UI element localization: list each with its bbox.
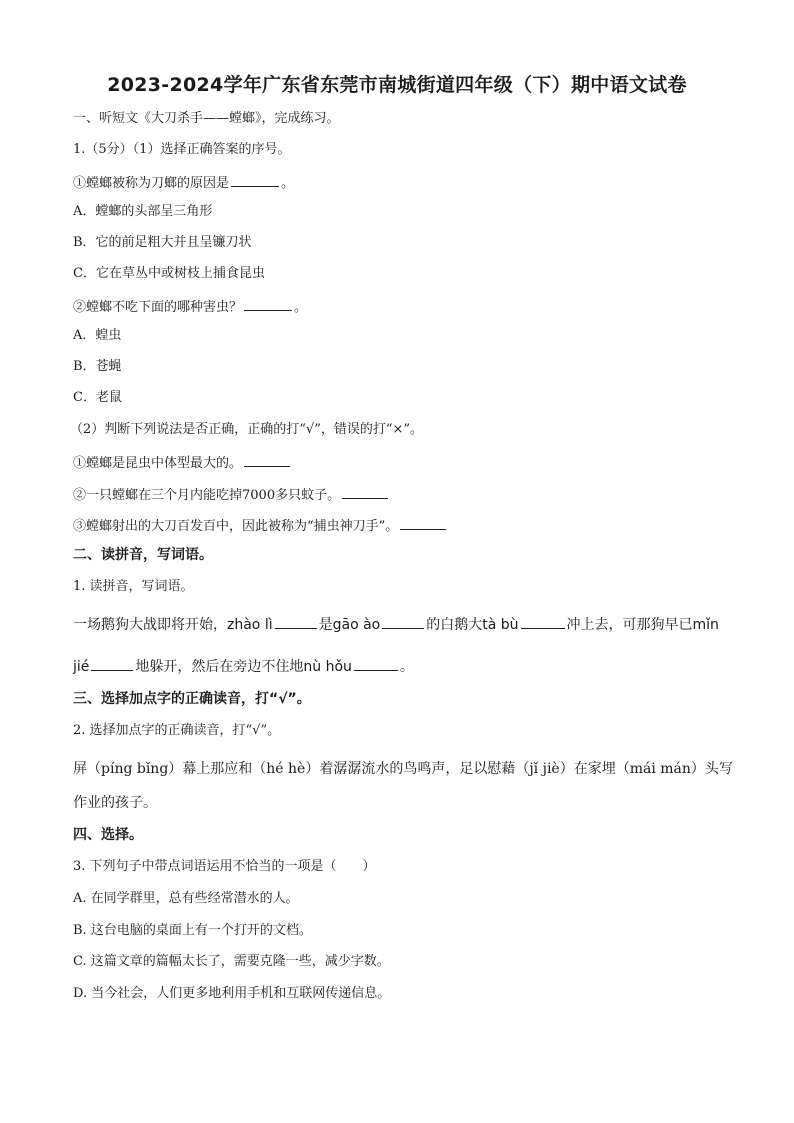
answer-blank[interactable] — [244, 452, 290, 467]
pinyin: gāo ào — [332, 617, 381, 633]
option-b: B．它的前足粗大并且呈镰刀状 — [73, 235, 252, 250]
option-c: C．它在草丛中或树枝上捕食昆虫 — [73, 266, 265, 281]
pinyin: tà bù — [482, 617, 519, 633]
part-2-stem: （2）判断下列说法是否正确，正确的打“√”，错误的打“×”。 — [70, 422, 424, 437]
pinyin-line-2 — [73, 656, 414, 676]
option-b: B. 这台电脑的桌面上有一个打开的文档。 — [73, 923, 312, 938]
judgement-3-text: ③螳螂射出的大刀百发百中，因此被称为“捕虫神刀手”。 — [73, 519, 399, 534]
pinyin: nù hǒu — [303, 659, 352, 675]
judgement-2-text: ②一只螳螂在三个月内能吃掉7000多只蚊子。 — [73, 488, 341, 503]
question-2-stem: 2. 选择加点字的正确读音，打“√”。 — [73, 723, 281, 738]
judgement-1-text: ①螳螂是昆虫中体型最大的。 — [73, 456, 243, 471]
text: 冲上去，可那狗早已 — [566, 617, 693, 633]
answer-blank[interactable] — [382, 614, 424, 629]
pinyin: jié — [73, 659, 90, 675]
sub-question-2-text: ②螳螂不吃下面的哪种害虫？ — [73, 300, 243, 315]
punctuation: 。 — [281, 176, 295, 191]
answer-blank[interactable] — [521, 614, 565, 629]
judgement-1 — [73, 452, 292, 473]
option-d: D. 当今社会，人们更多地利用手机和互联网传递信息。 — [73, 986, 391, 1001]
section-3-heading: 三、选择加点字的正确读音，打“√”。 — [73, 691, 311, 707]
sub-question-2 — [73, 296, 307, 317]
option-a: A．蝗虫 — [73, 328, 122, 343]
section-4-heading: 四、选择。 — [73, 827, 143, 843]
answer-blank[interactable] — [244, 296, 292, 311]
pinyin: zhào lì — [227, 617, 273, 633]
option-c: C．老鼠 — [73, 390, 122, 405]
text: 是 — [318, 617, 333, 633]
text: 的白鹅大 — [426, 617, 483, 633]
answer-blank[interactable] — [91, 656, 133, 671]
question-1-stem: 1.（5分）（1）选择正确答案的序号。 — [73, 142, 291, 157]
section-2-heading: 二、读拼音，写词语。 — [73, 547, 213, 563]
option-a: A. 在同学群里，总有些经常潜水的人。 — [73, 891, 299, 906]
text: 。 — [399, 659, 414, 675]
text: 地躲开，然后在旁边不住地 — [135, 659, 304, 675]
reading-line-2: 作业的孩子。 — [73, 795, 157, 811]
section-1-heading: 一、听短文《大刀杀手——螳螂》，完成练习。 — [73, 111, 340, 126]
question-1-stem: 1. 读拼音，写词语。 — [73, 579, 194, 594]
answer-blank[interactable] — [354, 656, 398, 671]
option-a: A．螳螂的头部呈三角形 — [73, 204, 213, 219]
answer-blank[interactable] — [342, 484, 388, 499]
judgement-3 — [73, 515, 448, 536]
sub-question-1-text: ①螳螂被称为刀螂的原因是 — [73, 176, 230, 191]
pinyin-line-1 — [73, 614, 719, 634]
pinyin: mǐn — [692, 617, 719, 633]
question-3-stem: 3. 下列句子中带点词语运用不恰当的一项是（ ） — [73, 859, 376, 874]
judgement-2 — [73, 484, 390, 505]
reading-line-1: 屏（píng bǐng）幕上那应和（hé hè）着潺潺流水的鸟鸣声，足以慰藉（jǐ jiè）在家埋（mái mán）头写 — [73, 761, 733, 777]
answer-blank[interactable] — [231, 172, 279, 187]
exam-title: 2023-2024学年广东省东莞市南城街道四年级（下）期中语文试卷 — [107, 74, 687, 96]
option-b: B．苍蝇 — [73, 359, 122, 374]
answer-blank[interactable] — [400, 515, 446, 530]
option-c: C. 这篇文章的篇幅太长了，需要克隆一些，减少字数。 — [73, 954, 390, 969]
sub-question-1 — [73, 172, 294, 193]
text: 一场鹅狗大战即将开始， — [73, 617, 227, 633]
answer-blank[interactable] — [275, 614, 317, 629]
punctuation: 。 — [294, 300, 308, 315]
